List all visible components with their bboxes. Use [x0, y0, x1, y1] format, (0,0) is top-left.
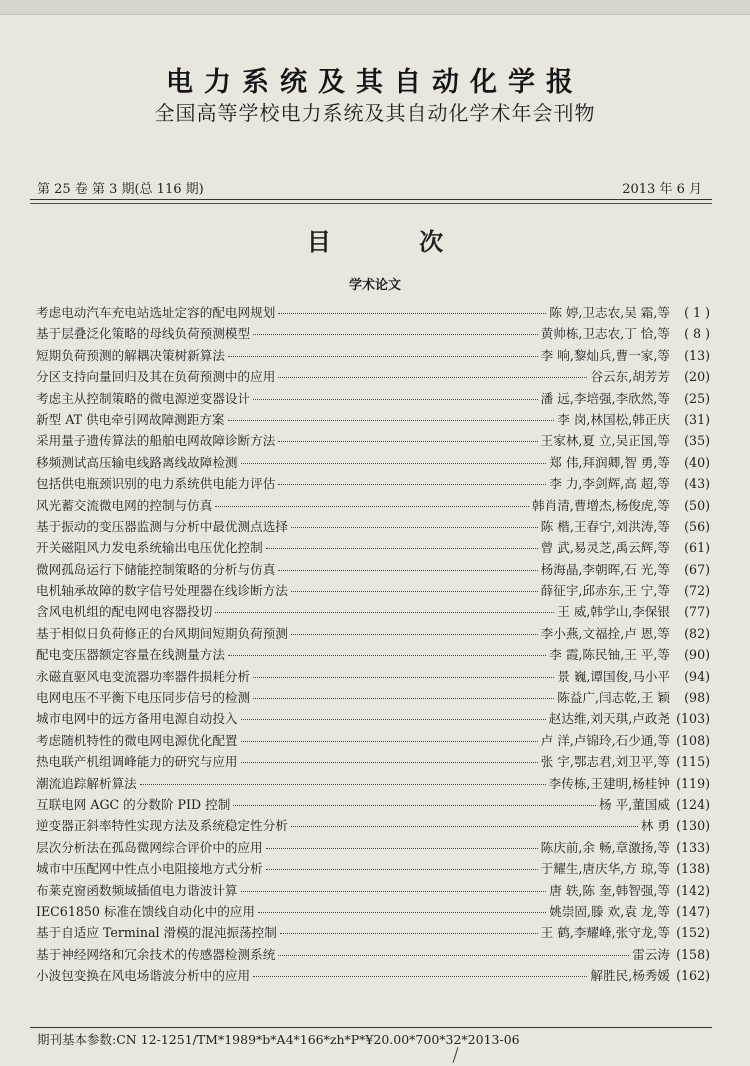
toc-entry[interactable]	[36, 837, 710, 858]
article-title: 基于层叠泛化策略的母线负荷预测模型	[36, 326, 251, 342]
page-number: (130)	[676, 818, 710, 834]
dot-leader	[228, 655, 546, 656]
dot-leader	[278, 377, 587, 378]
dot-leader	[280, 933, 538, 934]
dot-leader	[253, 334, 538, 335]
toc-entry[interactable]	[36, 880, 710, 901]
article-title: 移频测试高压输电线路离线故障检测	[36, 454, 238, 470]
article-authors: 陈 楷,王春宁,刘洪涛,等	[540, 518, 670, 534]
article-authors: 于耀生,唐庆华,方 琼,等	[540, 861, 670, 877]
article-authors: 陈 婷,卫志农,吴 霜,等	[549, 305, 670, 320]
article-title: 潮流追踪解析算法	[36, 775, 137, 791]
article-title: 配电变压器额定容量在线测量方法	[36, 647, 225, 663]
dot-leader	[291, 527, 538, 528]
journal-subtitle: 全国高等学校电力系统及其自动化学术年会刊物	[154, 101, 596, 125]
article-authors: 陈庆前,余 畅,章激扬,等	[540, 839, 670, 855]
toc-entry[interactable]	[36, 708, 710, 729]
article-title: 电机轴承故障的数字信号处理器在线诊断方法	[36, 583, 288, 599]
dot-leader	[291, 634, 538, 635]
page-number: (152)	[676, 925, 710, 941]
article-authors: 李 力,李剑辉,高 超,等	[549, 476, 670, 492]
issue-date: 2013 年 6 月	[622, 182, 702, 197]
article-authors: 李小燕,文福拴,卢 恩,等	[540, 625, 670, 641]
dot-leader	[253, 976, 587, 977]
journal-parameters: 期刊基本参数:CN 12-1251/TM*1989*b*A4*166*zh*P*¥20.00*700*32*2013-06	[37, 1032, 520, 1047]
dot-leader	[241, 741, 538, 742]
page-number: (67)	[684, 561, 710, 577]
page-number: (162)	[676, 968, 710, 984]
page-number: (90)	[684, 647, 710, 663]
dot-leader	[140, 784, 546, 785]
article-authors: 李 响,黎灿兵,曹一家,等	[540, 347, 670, 363]
toc-entry[interactable]	[36, 495, 710, 516]
article-title: 考虑电动汽车充电站选址定容的配电网规划	[36, 305, 276, 320]
toc-entry[interactable]	[36, 794, 710, 815]
dot-leader	[241, 891, 547, 892]
page-number: (77)	[684, 604, 710, 620]
article-title: 基于神经网络和冗余技术的传感器检测系统	[36, 946, 276, 962]
page-number: (13)	[684, 347, 710, 363]
page-number: (35)	[684, 433, 710, 449]
toc-entry[interactable]	[36, 473, 710, 494]
article-authors: 王 鹤,李耀峰,张守龙,等	[540, 925, 670, 941]
article-title: 新型 AT 供电牵引网故障测距方案	[36, 411, 225, 427]
toc-entry[interactable]	[36, 516, 710, 537]
dot-leader	[233, 805, 596, 806]
article-authors: 李 岗,林国松,韩正庆	[557, 411, 670, 427]
article-title: 风光蓄交流微电网的控制与仿真	[36, 497, 213, 513]
dot-leader	[266, 848, 538, 849]
article-authors: 王 威,韩学山,李保银	[557, 604, 670, 620]
article-title: 电网电压不平衡下电压同步信号的检测	[36, 690, 251, 706]
page-number: ( 8 )	[684, 326, 710, 342]
article-authors: 姚崇固,滕 欢,袁 龙,等	[549, 903, 670, 919]
toc-entry[interactable]	[36, 901, 710, 922]
article-authors: 王家林,夏 立,吴正国,等	[540, 433, 670, 449]
article-title: 基于自适应 Terminal 滑模的混沌振荡控制	[36, 925, 277, 941]
article-title: 层次分析法在孤岛微网综合评价中的应用	[36, 839, 263, 855]
dot-leader	[258, 912, 546, 913]
toc-entry[interactable]	[36, 730, 710, 751]
dot-leader	[266, 548, 538, 549]
article-title: 互联电网 AGC 的分数阶 PID 控制	[36, 796, 231, 812]
page-number: (31)	[684, 411, 710, 427]
article-title: 考虑随机特性的微电网电源优化配置	[36, 732, 238, 748]
page-number: (158)	[676, 946, 710, 962]
dot-leader	[278, 570, 537, 571]
page-number: (115)	[676, 754, 710, 770]
dot-leader	[253, 677, 554, 678]
dot-leader	[266, 869, 538, 870]
dot-leader	[215, 506, 529, 507]
article-title: 考虑主从控制策略的微电源逆变器设计	[36, 390, 251, 406]
journal-title: 电力系统及其自动化学报	[166, 67, 584, 98]
toc-entry[interactable]	[36, 323, 710, 344]
header-strip	[0, 0, 750, 15]
dot-leader	[253, 698, 554, 699]
dot-leader	[241, 762, 538, 763]
article-title: 包括供电瓶颈识别的电力系统供电能力评估	[36, 476, 276, 492]
toc-entry[interactable]	[36, 559, 710, 580]
page-number: (40)	[684, 454, 710, 470]
toc-entry[interactable]	[36, 644, 710, 665]
divider-top	[30, 199, 712, 200]
article-title: 微网孤岛运行下储能控制策略的分析与仿真	[36, 561, 276, 577]
article-authors: 唐 轶,陈 奎,韩智强,等	[549, 882, 670, 898]
page-number: (147)	[676, 903, 710, 919]
toc-entry[interactable]	[36, 345, 710, 366]
toc-entry[interactable]	[36, 858, 710, 879]
dot-leader	[228, 356, 538, 357]
article-title: 城市电网中的远方备用电源自动投入	[36, 711, 238, 727]
divider-top-thin	[30, 203, 712, 204]
dot-leader	[241, 463, 547, 464]
article-authors: 张 宇,鄂志君,刘卫平,等	[540, 754, 670, 770]
article-title: 开关磁阻风力发电系统输出电压优化控制	[36, 540, 263, 556]
page-number: ( 1 )	[684, 305, 710, 320]
page-number: (119)	[676, 775, 710, 791]
article-authors: 景 巍,谭国俊,马小平	[557, 668, 670, 684]
page-number: (98)	[684, 690, 710, 706]
dot-leader	[291, 591, 538, 592]
page-number: (124)	[676, 796, 710, 812]
toc-entry[interactable]	[36, 687, 710, 708]
divider-bottom	[30, 1027, 712, 1028]
article-title: 小波包变换在风电场谐波分析中的应用	[36, 968, 251, 984]
toc-entry[interactable]	[36, 537, 710, 558]
toc-entry[interactable]	[36, 666, 710, 687]
dot-leader	[241, 719, 546, 720]
article-title: 分区支持向量回归及其在负荷预测中的应用	[36, 369, 276, 385]
article-authors: 林 勇	[640, 818, 670, 834]
dot-leader	[278, 313, 546, 314]
dot-leader	[278, 955, 629, 956]
toc-entry[interactable]	[36, 601, 710, 622]
page-number: (82)	[684, 625, 710, 641]
dot-leader	[228, 420, 555, 421]
article-authors: 曾 武,易灵芝,禹云辉,等	[540, 540, 670, 556]
article-title: 短期负荷预测的解耦决策树新算法	[36, 347, 225, 363]
article-authors: 谷云东,胡芳芳	[590, 369, 670, 385]
toc-entry[interactable]	[36, 388, 710, 409]
toc-heading: 目 次	[306, 228, 484, 256]
dot-leader	[291, 826, 638, 827]
article-authors: 郑 伟,拜润卿,智 勇,等	[549, 454, 670, 470]
dot-leader	[278, 441, 537, 442]
page-number: (103)	[676, 711, 710, 727]
article-title: 热电联产机组调峰能力的研究与应用	[36, 754, 238, 770]
toc-list	[36, 302, 710, 987]
dot-leader	[215, 612, 554, 613]
toc-entry[interactable]	[36, 430, 710, 451]
dot-leader	[278, 484, 546, 485]
dot-leader	[253, 399, 538, 400]
toc-entry[interactable]	[36, 922, 710, 943]
toc-entry[interactable]	[36, 623, 710, 644]
article-title: 含风电机组的配电网电容器投切	[36, 604, 213, 620]
page-number: (94)	[684, 668, 710, 684]
article-title: IEC61850 标准在馈线自动化中的应用	[36, 903, 255, 919]
article-authors: 李传栋,王建明,杨桂钟	[548, 775, 670, 791]
toc-entry[interactable]	[36, 965, 710, 986]
toc-entry[interactable]	[36, 366, 710, 387]
article-title: 采用量子遗传算法的船舶电网故障诊断方法	[36, 433, 276, 449]
article-authors: 潘 远,李培强,李欣然,等	[540, 390, 670, 406]
article-title: 逆变器正斜率特性实现方法及系统稳定性分析	[36, 818, 288, 834]
article-authors: 黄帅栋,卫志农,丁 恰,等	[540, 326, 670, 342]
article-authors: 杨海晶,李朝晖,石 光,等	[540, 561, 670, 577]
article-authors: 解胜民,杨秀媛	[590, 968, 670, 984]
page-number: (108)	[676, 732, 710, 748]
article-title: 永磁直驱风电变流器功率器件损耗分析	[36, 668, 251, 684]
section-title: 学术论文	[348, 278, 401, 293]
page-number: (138)	[676, 861, 710, 877]
toc-entry[interactable]	[36, 452, 710, 473]
article-authors: 韩肖清,曹增杰,杨俊虎,等	[532, 497, 670, 513]
page-number: (142)	[676, 882, 710, 898]
pen-mark	[453, 1047, 459, 1063]
page-number: (72)	[684, 583, 710, 599]
toc-entry[interactable]	[36, 409, 710, 430]
toc-entry[interactable]	[36, 751, 710, 772]
page-number: (20)	[684, 369, 710, 385]
article-authors: 陈益广,闫志乾,王 颖	[557, 690, 670, 706]
article-title: 基于振动的变压器监测与分析中最优测点选择	[36, 518, 288, 534]
article-authors: 卢 洋,卢锦玲,石少通,等	[540, 732, 670, 748]
issue-info: 第 25 卷 第 3 期(总 116 期)	[37, 182, 204, 197]
toc-entry[interactable]	[36, 580, 710, 601]
article-authors: 赵达维,刘天琪,卢政尧	[548, 711, 670, 727]
page-number: (61)	[684, 540, 710, 556]
article-title: 布莱克窗函数频域插值电力谐波计算	[36, 882, 238, 898]
article-authors: 薛征宇,邱赤东,王 宁,等	[540, 583, 670, 599]
article-title: 基于相似日负荷修正的台风期间短期负荷预测	[36, 625, 288, 641]
toc-entry[interactable]	[36, 302, 710, 323]
toc-entry[interactable]	[36, 815, 710, 836]
article-title: 城市中压配网中性点小电阻接地方式分析	[36, 861, 263, 877]
article-authors: 杨 平,董国威	[599, 796, 670, 812]
toc-entry[interactable]	[36, 773, 710, 794]
page-number: (43)	[684, 476, 710, 492]
page-number: (133)	[676, 839, 710, 855]
page-number: (25)	[684, 390, 710, 406]
toc-entry[interactable]	[36, 944, 710, 965]
article-authors: 李 霞,陈民铀,王 平,等	[549, 647, 670, 663]
page-number: (56)	[684, 518, 710, 534]
article-authors: 雷云涛	[632, 946, 670, 962]
page-number: (50)	[684, 497, 710, 513]
